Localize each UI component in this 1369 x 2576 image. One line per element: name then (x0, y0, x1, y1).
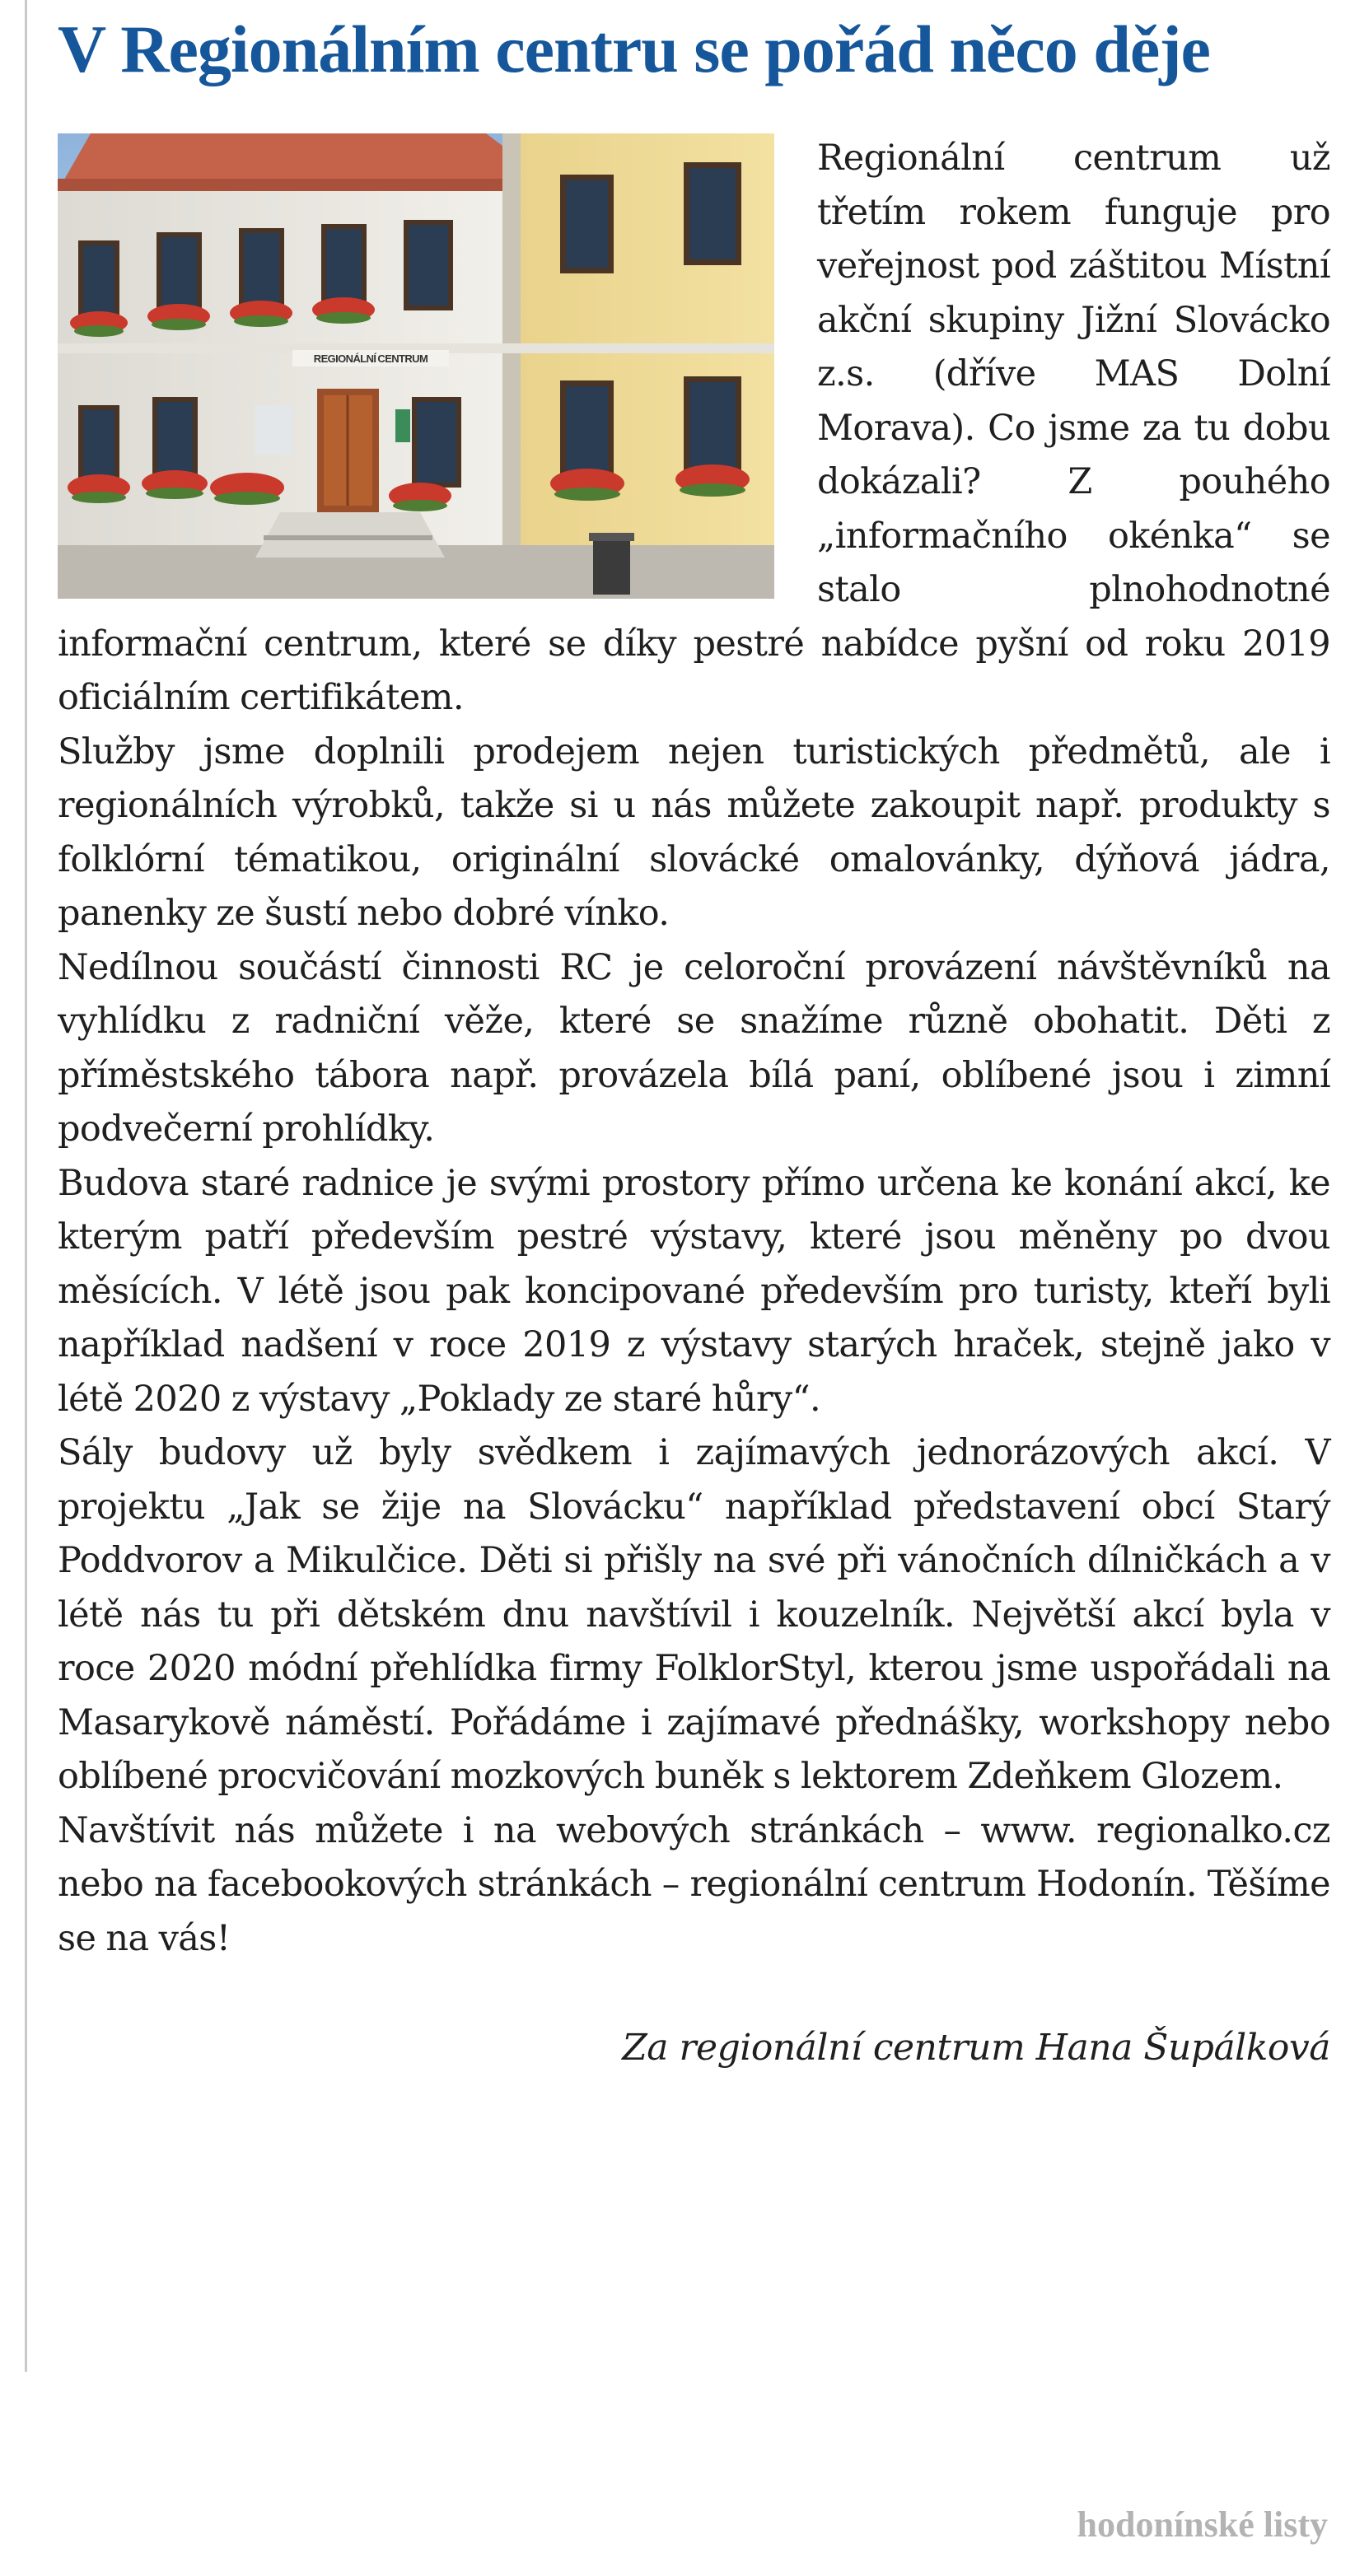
article (58, 0, 1330, 2073)
article-photo (58, 133, 774, 599)
paragraph-2: Služby jsme doplnili prodejem nejen turistických předmětů, ale i regionálních výrobků, takže si u nás můžete zakoupit např. produkty s folklórní tématikou, originální slovácké omalovánky, dýňová jádra, panenky ze šustí nebo dobré vínko. (58, 730, 1330, 934)
paragraph-3: Nedílnou součástí činnosti RC je celoroční provázení návštěvníků na vyhlídku z radniční věže, které se snažíme různě obohatit. Děti z příměstského tábora např. provázela bílá paní, oblíbené jsou i zimní podvečerní prohlídky. (58, 946, 1330, 1150)
article-headline: V Regionálním centru se pořád něco děje (58, 12, 1210, 86)
article-body (58, 132, 1330, 1966)
paragraph-5: Sály budovy už byly svědkem i zajímavých jednorázových akcí. V projektu „Jak se žije na Slovácku“ například představení obcí Starý Poddvorov a Mikulčice. Děti si přišly na své při vánočních dílničkách a v létě nás tu při dětském dnu navštívil i kouzelník. Největší akcí byla v roce 2020 módní přehlídka firmy FolklorStyl, kterou jsme uspořádali na Masarykově náměstí. Pořádáme i zajímavé přednášky, workshopy nebo oblíbené procvičování mozkových buněk s lektorem Zdeňkem Glozem. (58, 1432, 1330, 1797)
building-sign: REGIONÁLNÍ CENTRUM (313, 352, 428, 365)
town-hall-photo (58, 133, 774, 599)
paragraph-1: Regionální centrum už třetím rokem funguje pro veřejnost pod záštitou Místní akční skupiny Jižní Slovácko z.s. (dříve MAS Dolní Morava). Co jsme za tu dobu dokázali? Z pouhého „informačního okénka“ se stalo plnohodnotné informační centrum, které se díky pestré nabídce pyšní od roku 2019 oficiálním certifikátem. (58, 138, 1330, 718)
paragraph-6: Navštívit nás můžete i na webových stránkách – www. regionalko.cz nebo na facebookových stránkách – regionální centrum Hodonín. Těšíme se na vás! (58, 1809, 1330, 1959)
paragraph-4: Budova staré radnice je svými prostory přímo určena ke konání akcí, ke kterým patří především pestré výstavy, které jsou měněny po dvou měsících. V létě jsou pak koncipované především pro turisty, kteří byli například nadšení v roce 2019 z výstavy starých hraček, stejně jako v létě 2020 z výstavy „Poklady ze staré hůry“. (58, 1162, 1330, 1420)
article-signature: Za regionální centrum Hana Šupálková (622, 2027, 1330, 2069)
column-rule (25, 0, 27, 2372)
publication-name: hodonínské listy (1077, 2504, 1328, 2545)
